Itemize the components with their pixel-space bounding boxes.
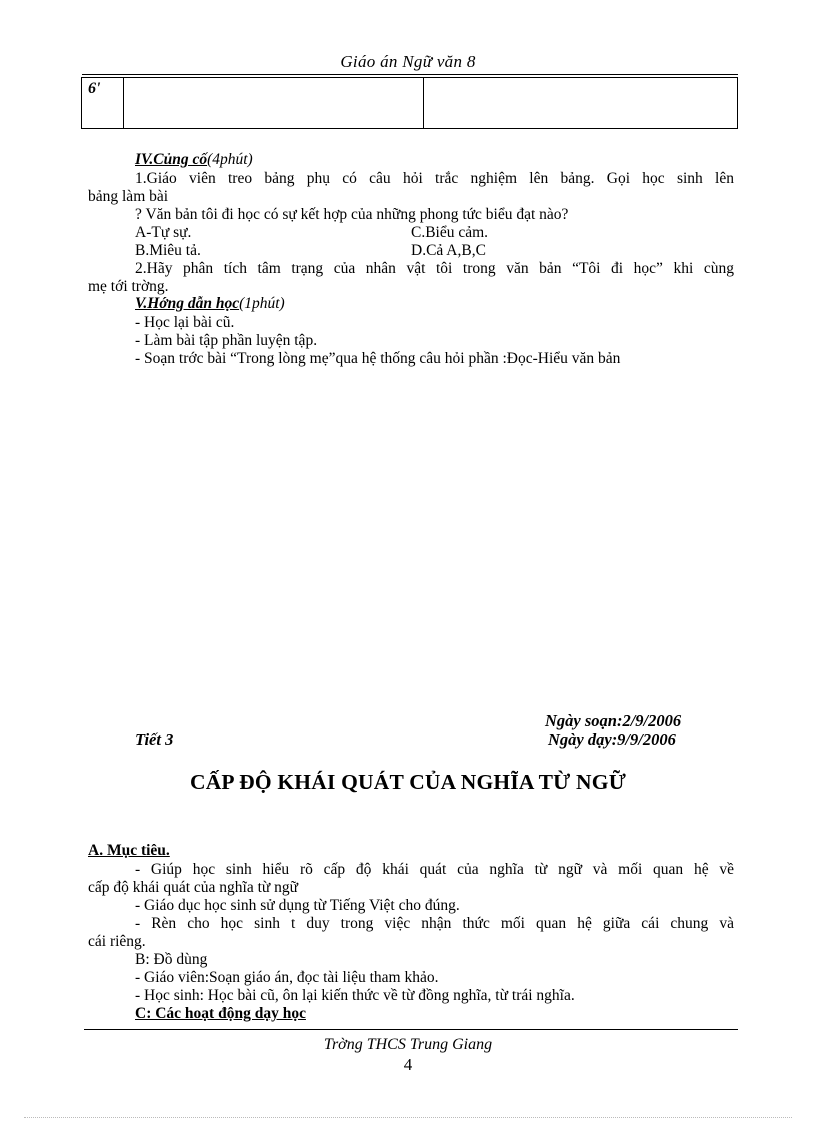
option-c: C.Biểu cảm.	[411, 224, 489, 241]
guide-item-3: - Soạn trớc bài “Trong lòng mẹ”qua hệ thống câu hỏi phần :Đọc-Hiểu văn bản	[135, 350, 621, 367]
page-bottom-edge	[24, 1117, 792, 1118]
guide-item-2: - Làm bài tập phần luyện tập.	[135, 332, 318, 349]
q1-line2: bảng làm bài	[88, 188, 169, 205]
table-column-divider	[423, 78, 424, 128]
date-prepared: Ngày soạn:2/9/2006	[545, 711, 682, 730]
sectionB-heading: B: Đồ dùng	[135, 951, 208, 968]
sectionA-heading: A. Mục tiêu.	[88, 842, 170, 859]
table-time-cell: 6'	[88, 80, 101, 97]
objective-3-line2: cái riêng.	[88, 933, 146, 950]
q1-line1: 1.Giáo viên treo bảng phụ có câu hỏi trắc nghiệm lên bảng. Gọi học sinh lên	[135, 170, 734, 187]
objective-1-line1: - Giúp học sinh hiểu rõ cấp độ khái quát của nghĩa từ ngữ và mối quan hệ về	[135, 861, 734, 878]
lesson-title: CẤP ĐỘ KHÁI QUÁT CỦA NGHĨA TỪ NGỮ	[189, 770, 627, 794]
sectionC-heading: C: Các hoạt động dạy học	[135, 1005, 306, 1022]
guide-item-1: - Học lại bài cũ.	[135, 314, 235, 331]
table-column-divider	[123, 78, 124, 128]
section5-heading: V.Hớng dẫn học(1phút)	[135, 295, 285, 312]
lesson-table-fragment	[81, 77, 738, 129]
option-d: D.Cả A,B,C	[411, 242, 486, 259]
period-label: Tiết 3	[135, 730, 174, 749]
header-divider	[82, 74, 738, 75]
section4-heading: IV.Củng cố(4phút)	[135, 151, 253, 168]
objective-1-line2: cấp độ khái quát của nghĩa từ ngữ	[88, 879, 299, 896]
option-a: A-Tự sự.	[135, 224, 192, 241]
materials-teacher: - Giáo viên:Soạn giáo án, đọc tài liệu tham khảo.	[135, 969, 439, 986]
objective-2: - Giáo dục học sinh sử dụng từ Tiếng Việt cho đúng.	[135, 897, 460, 914]
q2-line1: 2.Hãy phân tích tâm trạng của nhân vật tôi trong văn bản “Tôi đi học” khi cùng	[135, 260, 734, 277]
objective-3-line1: - Rèn cho học sinh t duy trong việc nhận thức mối quan hệ giữa cái chung và	[135, 915, 734, 932]
footer-divider	[84, 1029, 738, 1030]
materials-student: - Học sinh: Học bài cũ, ôn lại kiến thức về từ đồng nghĩa, từ trái nghĩa.	[135, 987, 575, 1004]
date-taught: Ngày dạy:9/9/2006	[548, 730, 676, 749]
q2-line2: mẹ tới trờng.	[88, 278, 169, 295]
option-b: B.Miêu tả.	[135, 242, 201, 259]
page-number: 4	[403, 1055, 413, 1074]
footer-school-name: Trờng THCS Trung Giang	[323, 1036, 493, 1053]
page-header-title: Giáo án Ngữ văn 8	[340, 52, 476, 71]
question-text: ? Văn bản tôi đi học có sự kết hợp của những phong tức biểu đạt nào?	[135, 206, 569, 223]
